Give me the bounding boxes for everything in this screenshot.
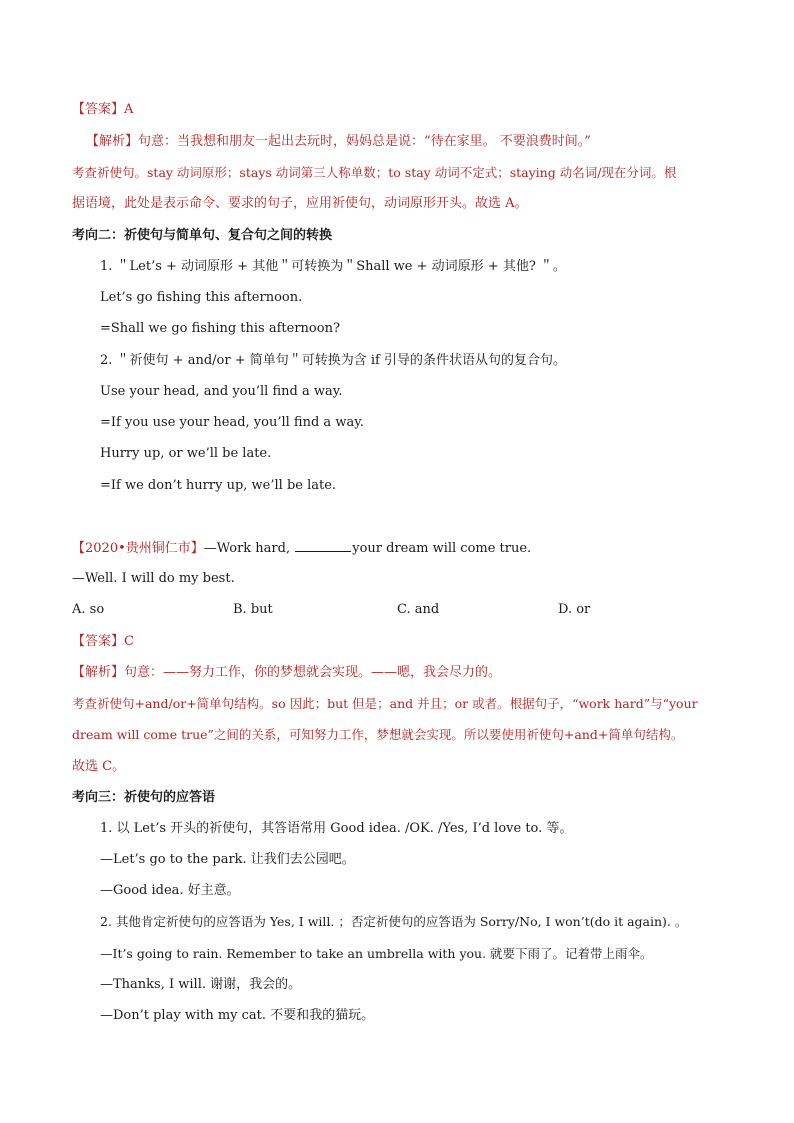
answer-value: C xyxy=(124,634,134,649)
q2-analysis-line-3: dream will come true”之间的关系，可知努力工作，梦想就会实现。所以要使用祈使句+and+简单句结构。 xyxy=(72,727,684,742)
q2-analysis-line-2: 考查祈使句+and/or+简单句结构。so 因此；but 但是；and 并且；or 或者。根据句子，“work hard”与“your xyxy=(72,696,698,711)
source-tag: 【2020•贵州铜仁市】 xyxy=(72,541,204,556)
answer-value: A xyxy=(124,102,134,117)
answer-tag: 【答案】 xyxy=(72,634,125,649)
q1-answer xyxy=(72,101,133,119)
section-2-rule-2: 2. ＂祈使句 + and/or + 简单句＂可转换为含 if 引导的条件状语从句的复合句。 xyxy=(100,353,566,368)
section-2-example-2a: Use your head, and you’ll find a way. xyxy=(100,384,343,399)
q2-stem xyxy=(72,539,531,558)
section-3-heading: 考向三：祈使句的应答语 xyxy=(72,790,216,805)
q1-analysis-line-2: 考查祈使句。stay 动词原形；stays 动词第三人称单数；to stay 动词不定式；staying 动名词/现在分词。根 xyxy=(72,165,677,180)
section-3-example-2c: —Don’t play with my cat. 不要和我的猫玩。 xyxy=(100,1008,375,1023)
option-c: C. and xyxy=(397,602,440,617)
stem-text-b: your dream will come true. xyxy=(352,541,532,556)
analysis-tag: 【解析】 xyxy=(72,665,125,680)
option-d: D. or xyxy=(558,602,591,617)
stem-text-a: —Work hard, xyxy=(203,541,295,556)
section-2-example-2c: Hurry up, or we’ll be late. xyxy=(100,446,272,461)
q2-answer xyxy=(72,633,134,651)
section-2-example-1a: Let’s go fishing this afternoon. xyxy=(100,290,303,305)
section-3-rule-1: 1. 以 Let’s 开头的祈使句，其答语常用 Good idea. /OK. /Yes, I’d love to. 等。 xyxy=(100,821,573,836)
analysis-text: 句意：——努力工作，你的梦想就会实现。——嗯，我会尽力的。 xyxy=(124,665,502,680)
option-a: A. so xyxy=(72,602,105,617)
section-2-rule-1: 1. ＂Let’s + 动词原形 + 其他＂可转换为＂Shall we + 动词原形 + 其他? ＂。 xyxy=(100,259,566,274)
q1-analysis-line-1 xyxy=(86,133,591,151)
section-2-heading: 考向二：祈使句与简单句、复合句之间的转换 xyxy=(72,228,333,243)
answer-tag: 【答案】 xyxy=(72,102,125,117)
q2-analysis-line-1 xyxy=(72,664,501,682)
section-3-example-1a: —Let’s go to the park. 让我们去公园吧。 xyxy=(100,852,355,867)
analysis-tag: 【解析】 xyxy=(86,134,139,149)
section-2-example-2d: =If we don’t hurry up, we’ll be late. xyxy=(100,478,337,493)
section-2-example-1b: =Shall we go fishing this afternoon? xyxy=(100,321,340,336)
section-2-example-2b: =If you use your head, you’ll find a way. xyxy=(100,415,364,430)
q2-stem-2: —Well. I will do my best. xyxy=(72,571,235,586)
q1-analysis-line-3: 据语境，此处是表示命令、要求的句子，应用祈使句，动词原形开头。故选 A。 xyxy=(72,196,528,211)
q2-analysis-line-4: 故选 C。 xyxy=(72,759,126,774)
option-b: B. but xyxy=(233,602,273,617)
analysis-text: 句意：当我想和朋友一起出去玩时，妈妈总是说：“待在家里。 不要浪费时间。” xyxy=(138,134,591,149)
answer-blank xyxy=(295,539,351,552)
section-3-rule-2: 2. 其他肯定祈使句的应答语为 Yes, I will. ；否定祈使句的应答语为 Sorry/No, I won’t(do it again). 。 xyxy=(100,914,688,929)
section-3-example-2b: —Thanks, I will. 谢谢，我会的。 xyxy=(100,977,302,992)
section-3-example-1b: —Good idea. 好主意。 xyxy=(100,883,240,898)
section-3-example-2a: —It’s going to rain. Remember to take an umbrella with you. 就要下雨了。记着带上雨伞。 xyxy=(100,946,653,961)
